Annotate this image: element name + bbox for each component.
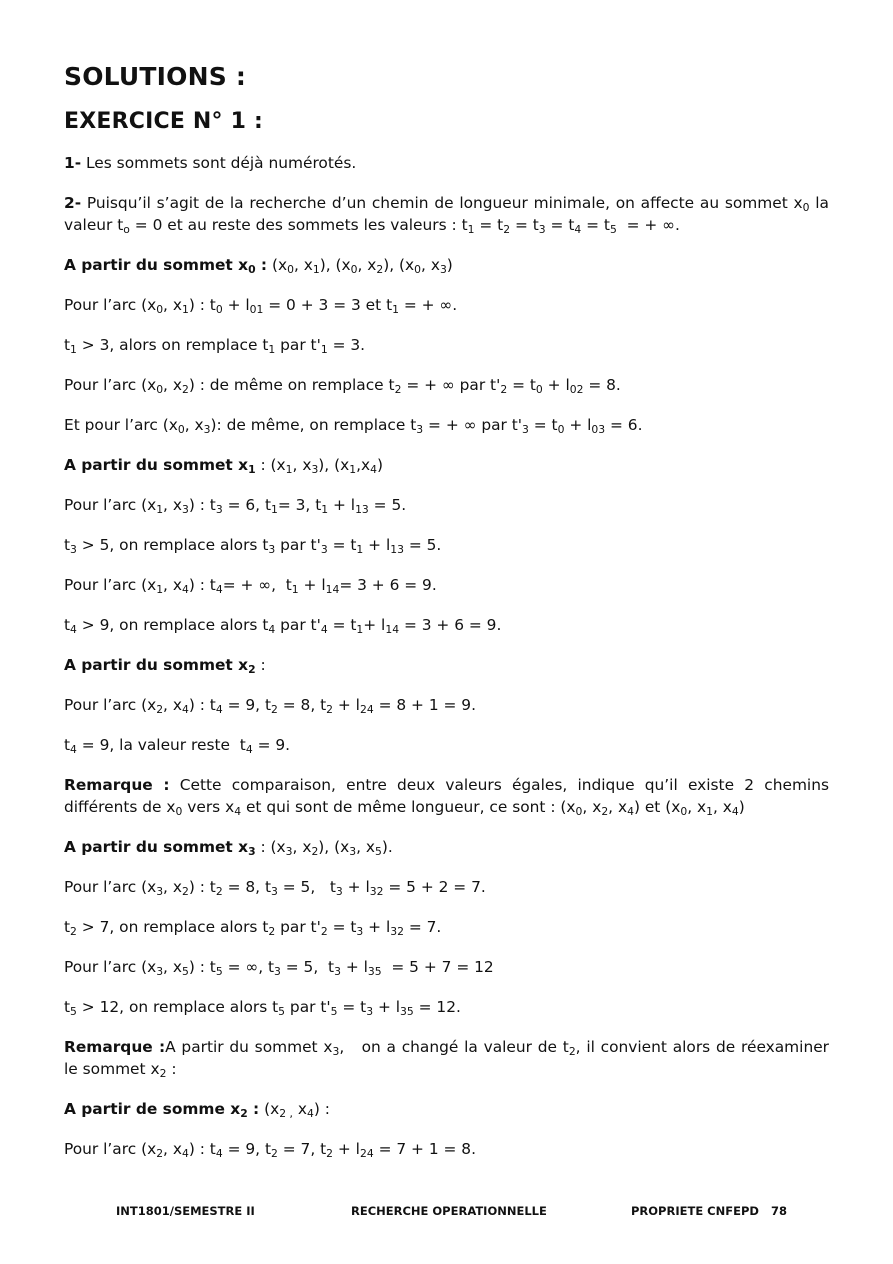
footer-owner: PROPRIETE CNFEPD [631, 1204, 759, 1218]
paragraph: $t_2 > 7$, on remplace alors $t_2$ par $t'_2 = t_3 + l_{32} = 7$. [64, 918, 442, 938]
paragraph: Pour l’arc ($x_2$, $x_4$) : $t_4 = 9$, $t_2 = 7$, $t_2 + l_{24} = 7 + 1 = 8$. [64, 1140, 476, 1160]
paragraph: Et pour l’arc ($x_0$, $x_3$): de même, on remplace $t_3$ = + ∞ par $t'_3 = t_0 + l_{03} = 6$. [64, 416, 643, 436]
footer-course: INT1801/SEMESTRE II [116, 1204, 255, 1218]
paragraph: 1- Les sommets sont déjà numérotés. [64, 154, 357, 172]
solution-body [64, 152, 829, 1160]
paragraph: $t_4 > 9$, on remplace alors $t_4$ par $t'_4 = t_1+ l_{14} = 3 + 6 = 9$. [64, 616, 502, 636]
page-title: SOLUTIONS : [64, 62, 247, 91]
paragraph: A partir de somme $x_2$ : ($x_{2 ,}$ $x_4$) : [64, 1100, 330, 1120]
paragraph: Pour l’arc ($x_3$, $x_2$) : $t_2 = 8$, $t_3 = 5$, $t_3 + l_{32} = 5 + 2 = 7$. [64, 878, 486, 898]
paragraph: $t_1 > 3$, alors on remplace $t_1$ par $t'_1 = 3$. [64, 336, 366, 356]
paragraph: A partir du sommet $x_2$ : [64, 656, 266, 676]
paragraph: Pour l’arc ($x_0$, $x_1$) : $t_0 + l_{01} = 0 + 3 = 3$ et $t_1$ = + ∞. [64, 296, 458, 316]
footer-subject: RECHERCHE OPERATIONNELLE [351, 1204, 547, 1218]
paragraph: Pour l’arc ($x_3$, $x_5$) : $t_5$ = ∞, $t_3 = 5$, $t_3 + l_{35} = 5 + 7 = 12$ [64, 958, 494, 978]
page-footer [0, 1204, 893, 1222]
paragraph: $t_5 > 12$, on remplace alors $t_5$ par $t'_5 = t_3 + l_{35} = 12$. [64, 998, 461, 1018]
paragraph: A partir du sommet $x_1$ : ($x_1$, $x_3$), $(x_1,x_4)$ [64, 456, 383, 476]
paragraph: 2- Puisqu’il s’agit de la recherche d’un chemin de longueur minimale, on affecte au sommet $x_0$ la valeur $t_o = 0$ et au reste des sommets les valeurs : $t_1 = t_2 = t_3 = t_4 = t_5$ = + ∞. [64, 194, 829, 236]
exercise-heading: EXERCICE N° 1 : [64, 109, 263, 134]
paragraph: Remarque : Cette comparaison, entre deux valeurs égales, indique qu’il existe 2 chemins différents de $x_0$ vers $x_4$ et qui sont de même longueur, ce sont : ($x_0$, $x_2$, $x_4$) et ($x_0$, $x_1$, $x_4$) [64, 776, 829, 818]
paragraph: $t_4 = 9$, la valeur reste $t_4 = 9$. [64, 736, 291, 756]
paragraph: Remarque :A partir du sommet $x_3$, on a changé la valeur de $t_2$, il convient alors de réexaminer le sommet $x_2$ : [64, 1038, 829, 1080]
paragraph: $t_3 > 5$, on remplace alors $t_3$ par $t'_3 = t_1 + l_{13} = 5$. [64, 536, 442, 556]
paragraph: A partir du sommet $x_3$ : ($x_3$, $x_2$), ($x_3$, $x_5$). [64, 838, 393, 858]
paragraph: Pour l’arc ($x_1$, $x_3$) : $t_3 = 6$, $t_1= 3$, $t_1 + l_{13} = 5$. [64, 496, 407, 516]
paragraph: Pour l’arc ($x_2$, $x_4$) : $t_4 = 9$, $t_2 = 8$, $t_2 + l_{24} = 8 + 1 = 9$. [64, 696, 476, 716]
footer-page-number: 78 [771, 1204, 788, 1218]
paragraph: Pour l’arc ($x_1$, $x_4$) : $t_4=$ + ∞, $t_1 + l_{14}= 3 + 6 = 9$. [64, 576, 437, 596]
paragraph: Pour l’arc ($x_0$, $x_2$) : de même on remplace $t_2$ = + ∞ par $t'_2 = t_0 + l_{02} = 8$. [64, 376, 621, 396]
document-page [64, 62, 829, 1178]
paragraph: A partir du sommet $x_0$ : ($x_0$, $x_1$), ($x_0$, $x_2$), ($x_0$, $x_3$) [64, 256, 453, 276]
